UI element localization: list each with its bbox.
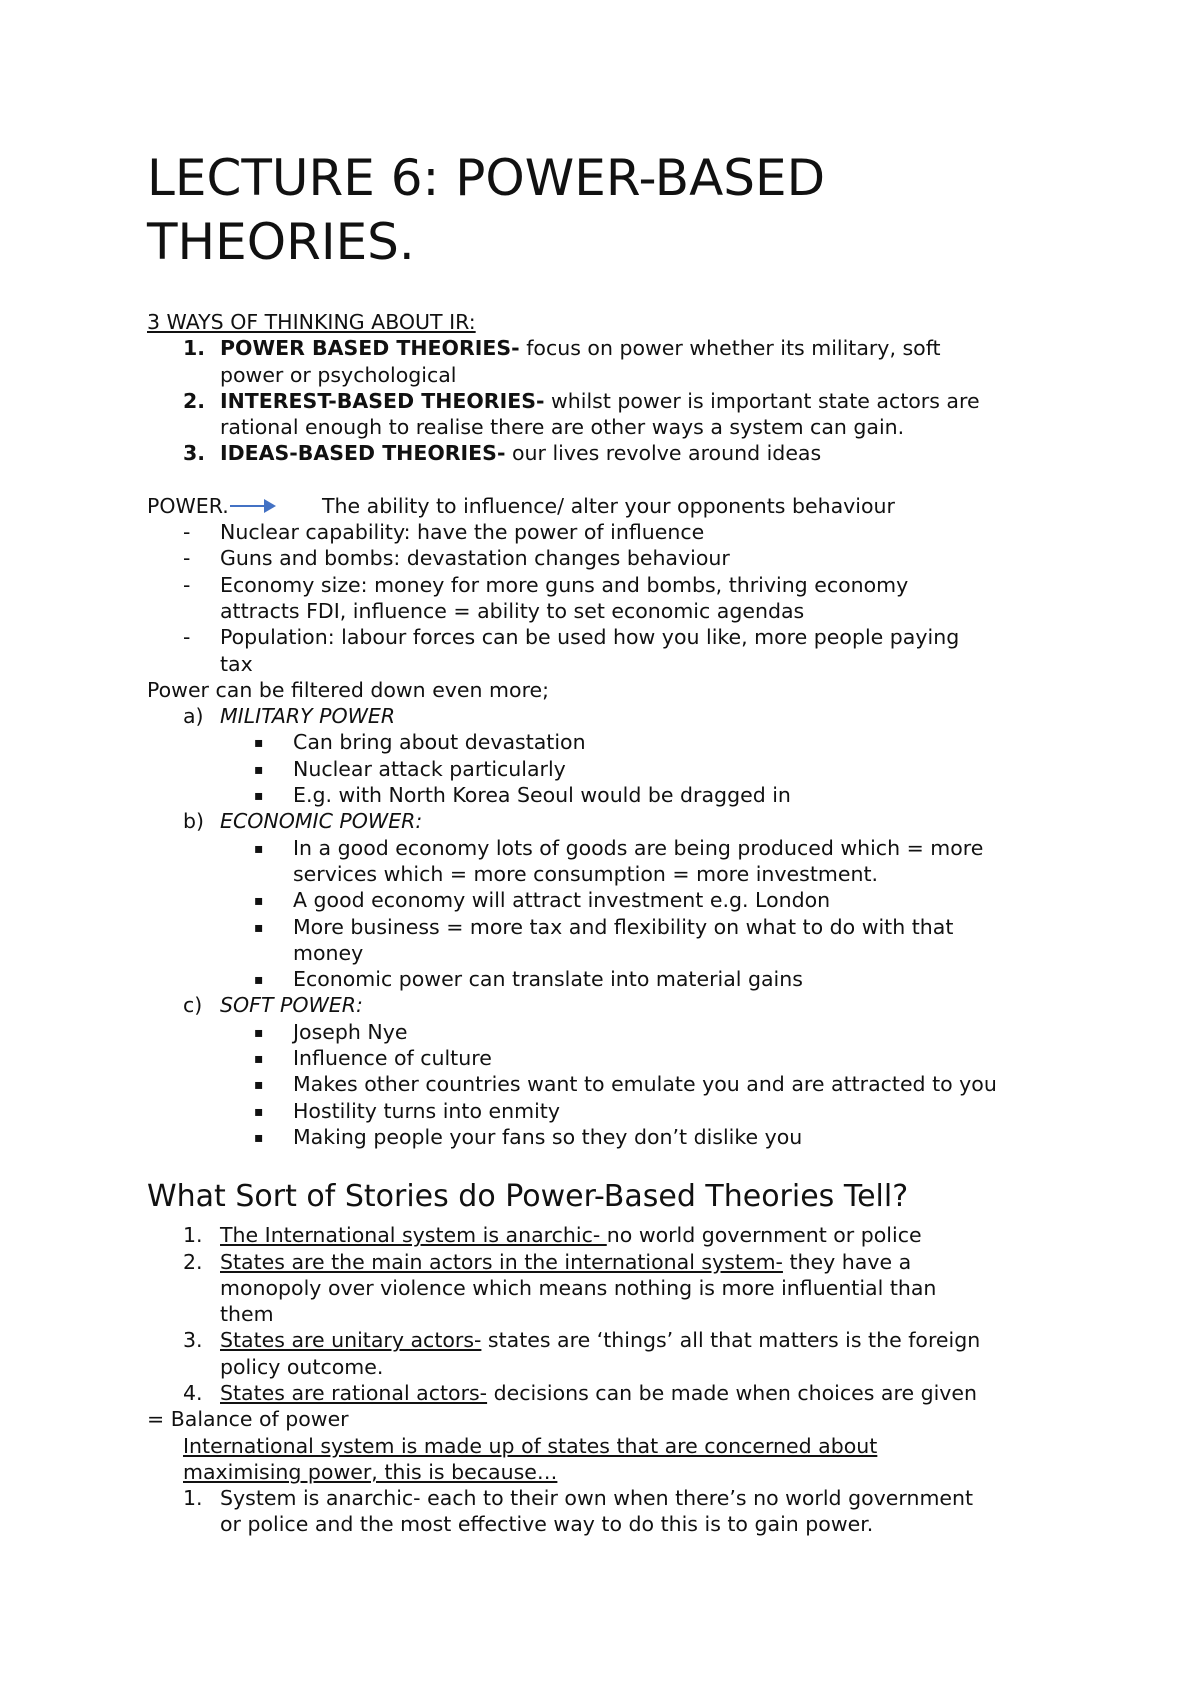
theory-name: IDEAS-BASED THEORIES-	[220, 441, 506, 466]
list-item-line-1: Nuclear capability: have the power of influence	[220, 520, 705, 545]
list-item-line-1: Economic power can translate into material gains	[293, 967, 803, 992]
list-item-line-1	[147, 1327, 1107, 1353]
power-definition-line	[147, 493, 1107, 519]
claim-underlined: States are rational actors-	[220, 1380, 488, 1405]
list-item	[147, 388, 1107, 414]
list-number: 2.	[183, 1249, 203, 1274]
list-item-line-1	[147, 1222, 1107, 1248]
final-item-line-1: System is anarchic- each to their own when there’s no world government	[220, 1486, 974, 1511]
power-types	[147, 703, 1107, 1150]
stories-heading: What Sort of Stories do Power-Based Theories Tell?	[147, 1179, 909, 1215]
list-item-line-1	[147, 335, 1107, 361]
list-item-line-1: A good economy will attract investment e.g. London	[293, 888, 831, 913]
list-item-line-1: In a good economy lots of goods are being produced which = more	[293, 835, 984, 860]
page-title	[147, 146, 825, 274]
theory-description: our lives revolve around ideas	[505, 441, 822, 466]
list-item	[147, 729, 1107, 755]
stories-list	[147, 1222, 1107, 1406]
list-item-line-1	[147, 440, 1107, 466]
list-item-line-1	[147, 1249, 1107, 1275]
power-factors-list	[147, 519, 1107, 677]
bullet-icon: ▪	[254, 893, 264, 910]
list-item	[147, 1380, 1107, 1406]
list-item	[147, 545, 1107, 571]
list-item	[147, 1124, 1107, 1150]
theory-name: INTEREST-BASED THEORIES-	[220, 388, 545, 413]
list-item	[147, 1071, 1107, 1097]
list-item	[147, 1019, 1107, 1045]
document-body	[147, 309, 1107, 1538]
list-item	[147, 1098, 1107, 1124]
list-item-line-1: More business = more tax and flexibility on what to do with that	[293, 914, 954, 939]
section-heading	[147, 703, 1107, 729]
list-item-line-1	[147, 388, 1107, 414]
list-item	[147, 519, 1107, 545]
list-item	[147, 335, 1107, 361]
power-definition: The ability to influence/ alter your opponents behaviour	[322, 493, 895, 518]
list-item-line-1: Can bring about devastation	[293, 730, 586, 755]
list-item	[147, 1045, 1107, 1071]
list-item-line-2: money	[293, 940, 364, 965]
list-item-line-1: Influence of culture	[293, 1046, 492, 1071]
list-item-line-2: rational enough to realise there are other ways a system can gain.	[220, 415, 905, 440]
bullet-icon: ▪	[254, 1024, 264, 1041]
dash-marker: -	[183, 625, 191, 650]
list-number: 1.	[183, 1223, 203, 1248]
theory-description: whilst power is important state actors are	[544, 388, 980, 413]
list-item	[147, 1249, 1107, 1275]
list-item	[147, 1222, 1107, 1248]
list-item	[147, 440, 1107, 466]
list-item-line-2: attracts FDI, influence = ability to set economic agendas	[220, 598, 805, 623]
ways-list	[147, 335, 1107, 466]
right-arrow-icon	[230, 505, 274, 507]
theory-name: POWER BASED THEORIES-	[220, 336, 520, 361]
bullet-icon: ▪	[254, 919, 264, 936]
title-line-2: THEORIES.	[147, 213, 415, 271]
list-number: 2.	[183, 388, 206, 413]
bullet-icon: ▪	[254, 1129, 264, 1146]
section-title: ECONOMIC POWER:	[220, 809, 423, 834]
section-marker: b)	[183, 809, 205, 834]
list-item-line-1: Hostility turns into enmity	[293, 1098, 560, 1123]
final-item	[147, 1485, 1107, 1511]
list-item-line-1: Economy size: money for more guns and bombs, thriving economy	[220, 572, 909, 597]
bullet-icon: ▪	[254, 735, 264, 752]
section-heading	[147, 992, 1107, 1018]
list-number: 3.	[183, 1328, 203, 1353]
list-item	[147, 1327, 1107, 1353]
bullet-icon: ▪	[254, 1077, 264, 1094]
list-item-line-2: monopoly over violence which means nothing is more influential than	[220, 1275, 937, 1300]
list-item-line-2: services which = more consumption = more investment.	[293, 861, 879, 886]
claim-text: states are ‘things’ all that matters is the foreign	[481, 1328, 981, 1353]
claim-text: they have a	[782, 1249, 912, 1274]
section-title: SOFT POWER:	[220, 993, 363, 1018]
power-label: POWER.	[147, 493, 229, 518]
list-item-line-1: Nuclear attack particularly	[293, 756, 566, 781]
claim-underlined: The International system is anarchic-	[220, 1223, 607, 1248]
dash-marker: -	[183, 546, 191, 571]
list-item-line-2: tax	[220, 651, 253, 676]
list-number: 4.	[183, 1380, 203, 1405]
list-item	[147, 624, 1107, 650]
list-item-line-1: Guns and bombs: devastation changes behaviour	[220, 546, 730, 571]
list-item	[147, 782, 1107, 808]
list-item-line-3: them	[220, 1302, 274, 1327]
list-item	[147, 914, 1107, 940]
dash-marker: -	[183, 572, 191, 597]
list-number: 1.	[183, 1486, 203, 1511]
section-heading	[147, 808, 1107, 834]
claim-text: decisions can be made when choices are given	[487, 1380, 978, 1405]
bullet-icon: ▪	[254, 1103, 264, 1120]
list-item	[147, 572, 1107, 598]
bullet-icon: ▪	[254, 972, 264, 989]
bullet-icon: ▪	[254, 840, 264, 857]
system-line-1: International system is made up of states that are concerned about	[183, 1433, 878, 1458]
list-item	[147, 887, 1107, 913]
list-item-line-1: Joseph Nye	[293, 1019, 408, 1044]
claim-underlined: States are the main actors in the international system-	[220, 1249, 783, 1274]
bullet-icon: ▪	[254, 761, 264, 778]
claim-underlined: States are unitary actors-	[220, 1328, 482, 1353]
list-item	[147, 756, 1107, 782]
list-item-line-2: power or psychological	[220, 362, 457, 387]
list-item	[147, 966, 1107, 992]
bullet-icon: ▪	[254, 788, 264, 805]
system-line-2: maximising power, this is because…	[183, 1459, 558, 1484]
list-number: 3.	[183, 441, 206, 466]
ways-heading: 3 WAYS OF THINKING ABOUT IR:	[147, 310, 476, 334]
list-item-line-1: Makes other countries want to emulate you and are attracted to you	[293, 1072, 997, 1097]
section-title: MILITARY POWER	[220, 704, 396, 729]
bullet-icon: ▪	[254, 1051, 264, 1068]
list-item-line-1: E.g. with North Korea Seoul would be dragged in	[293, 783, 791, 808]
balance-of-power: = Balance of power	[147, 1407, 349, 1432]
title-line-1: LECTURE 6: POWER-BASED	[147, 149, 826, 207]
dash-marker: -	[183, 520, 191, 545]
list-item-line-1	[147, 1380, 1107, 1406]
list-item-line-1: Population: labour forces can be used how you like, more people paying	[220, 625, 960, 650]
section-marker: a)	[183, 704, 204, 729]
theory-description: focus on power whether its military, soft	[519, 336, 941, 361]
list-number: 1.	[183, 336, 206, 361]
section-marker: c)	[183, 993, 203, 1018]
claim-text: no world government or police	[606, 1223, 922, 1248]
list-item-line-1: Making people your fans so they don’t dislike you	[293, 1124, 803, 1149]
list-item-line-2: policy outcome.	[220, 1354, 384, 1379]
list-item	[147, 835, 1107, 861]
final-item-line-2: or police and the most effective way to do this is to gain power.	[220, 1512, 874, 1537]
filtered-text: Power can be filtered down even more;	[147, 677, 550, 702]
